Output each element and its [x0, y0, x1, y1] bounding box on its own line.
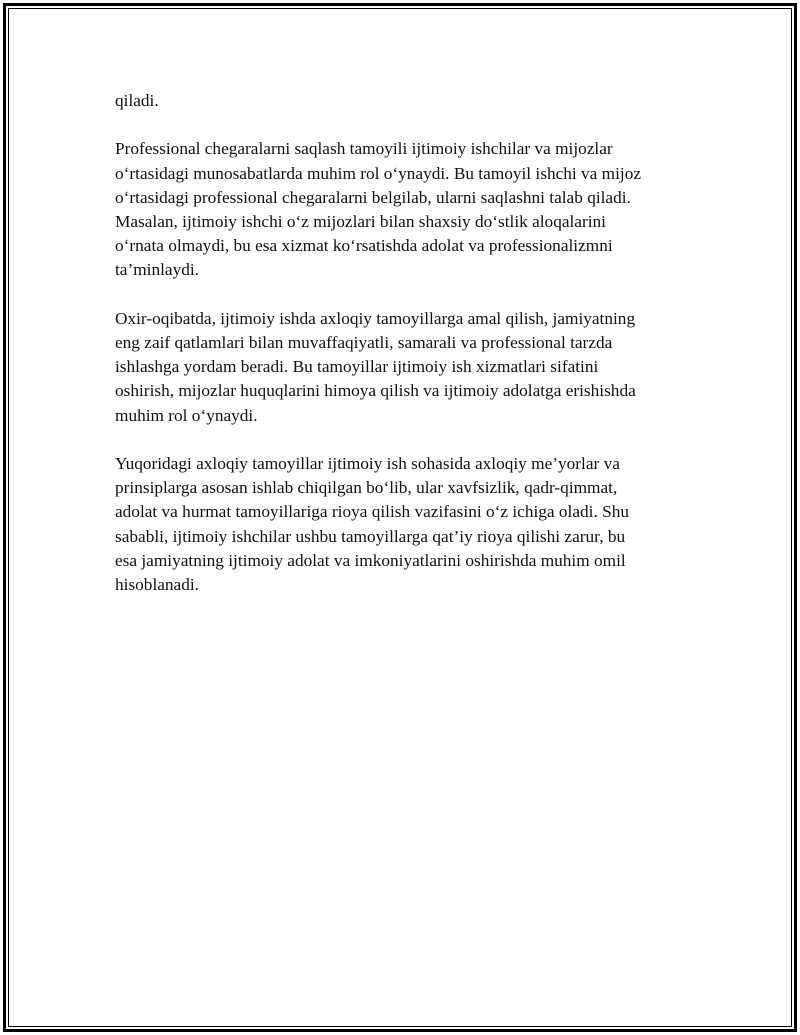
text-line: muhim rol o‘ynaydi. [115, 405, 258, 425]
text-line: Oxir-oqibatda, ijtimoiy ishda axloqiy tamoyillarga amal qilish, jamiyatning [115, 308, 636, 328]
document-body [115, 89, 685, 621]
text-line: o‘rnata olmaydi, bu esa xizmat ko‘rsatishda adolat va professionalizmni [115, 236, 613, 256]
text-line: Professional chegaralarni saqlash tamoyili ijtimoiy ishchilar va mijozlar [115, 139, 613, 159]
text-line: sababli, ijtimoiy ishchilar ushbu tamoyillarga qat’iy rioya qilishi zarur, bu [115, 526, 626, 546]
text-line: ishlashga yordam beradi. Bu tamoyillar ijtimoiy ish xizmatlari sifatini [115, 357, 599, 377]
text-line: oshirish, mijozlar huquqlarini himoya qilish va ijtimoiy adolatga erishishda [115, 381, 636, 401]
text-line: Yuqoridagi axloqiy tamoyillar ijtimoiy ish sohasida axloqiy me’yorlar va [115, 454, 620, 473]
text-line: qiladi. [115, 91, 159, 110]
text-line: eng zaif qatlamlari bilan muvaffaqiyatli, samarali va professional tarzda [115, 333, 613, 352]
paragraph-4 [115, 452, 685, 597]
text-line: o‘rtasidagi munosabatlarda muhim rol o‘ynaydi. Bu tamoyil ishchi va mijoz [115, 163, 642, 183]
text-line: esa jamiyatning ijtimoiy adolat va imkoniyatlarini oshirishda muhim omil [115, 550, 626, 570]
paragraph-2 [115, 137, 685, 282]
text-line: adolat va hurmat tamoyillariga rioya qilish vazifasini o‘z ichiga oladi. Shu [115, 502, 629, 522]
text-line: hisoblanadi. [115, 575, 199, 595]
paragraph-3 [115, 307, 685, 428]
text-line: ta’minlaydi. [115, 260, 199, 280]
paragraph-1 [115, 89, 685, 113]
text-line: prinsiplarga asosan ishlab chiqilgan bo‘lib, ular xavfsizlik, qadr-qimmat, [115, 478, 618, 498]
text-line: Masalan, ijtimoiy ishchi o‘z mijozlari bilan shaxsiy do‘stlik aloqalarini [115, 212, 606, 231]
text-line: o‘rtasidagi professional chegaralarni belgilab, ularni saqlashni talab qiladi. [115, 187, 631, 207]
